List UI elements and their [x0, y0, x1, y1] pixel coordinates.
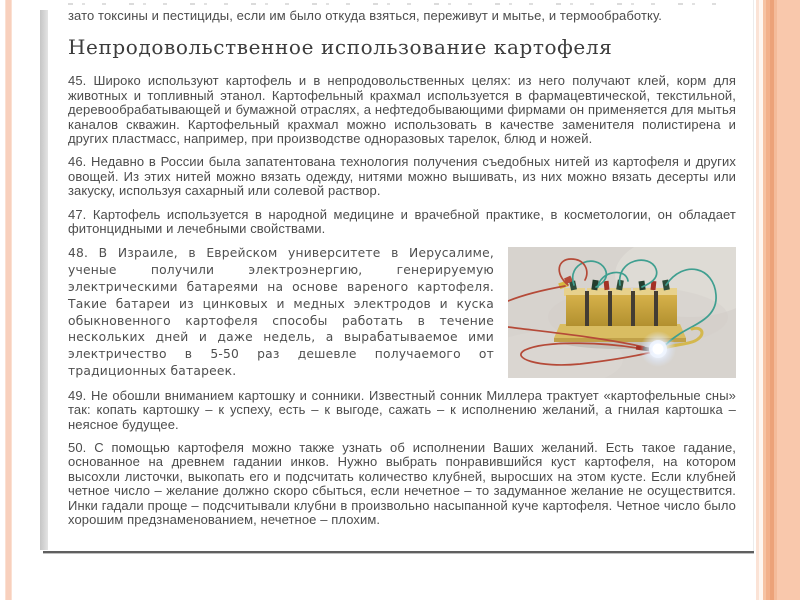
- right-accent-border: [754, 0, 800, 600]
- document-content: [68, 0, 736, 537]
- paragraph-47: 47. Картофель используется в народной медицине и врачебной практике, в косметологии, он обладает фитонцидными и лечебными свойствами.: [68, 206, 736, 237]
- paragraph-remnant: зато токсины и пестициды, если им было откуда взяться, переживут и мытье, и термообработку.: [68, 8, 662, 23]
- potato-battery-figure: [508, 247, 736, 378]
- page-bottom-rule: [43, 551, 754, 553]
- paragraph-50: 50. С помощью картофеля можно также узнать об исполнении Ваших желаний. Есть такое гадание, основанное на древнем гадании инков. Нужно выбрать понравившийся куст картофеля, на котором высохли листочки, выкопать его и подсчитать количество клубней, выросших на этом кусте. Если клубней четное число – желание должно скоро сбыться, если нечетное – то задуманное желание не осуществится. Инки гадали проще – подсчитывали клубни в произвольно насыпанной куче картофеля. Четное число было хорошим предзнаменованием, нечетное – плохим.: [68, 440, 736, 528]
- document-page: [40, 0, 754, 553]
- potato-battery-photo: [508, 247, 736, 378]
- clipped-text-remnant: [68, 0, 736, 6]
- paragraph-46: 46. Недавно в России была запатентована технология получения съедобных нитей из картофеля и других овощей. Из этих нитей можно вязать одежду, нитями можно вышивать, из них можно вязать десерты или закуску, используя сахарный или солевой раствор.: [68, 154, 736, 199]
- wrap-block: [68, 245, 736, 441]
- paragraph-49: 49. Не обошли вниманием картошку и сонники. Известный сонник Миллера трактует «картофельные сны» так: копать картошку – к успеху, есть – к выгоде, сажать – к исполнению желаний, а гнилая картошка – неясное будущее.: [68, 387, 736, 432]
- page-left-edge: [40, 10, 48, 550]
- paragraph-45: 45. Широко используют картофель и в непродовольственных целях: из него получают клей, корм для животных и топливный этанол. Картофельный крахмал используется в фармацевтической, текстильной, деревообрабатывающей и бумажной отраслях, а нефтедобывающими фирмами он применяется для мытья каналов скважин. Картофельный крахмал можно использовать в качестве заменителя полистирена и других пластмасс, например, при производстве одноразовых тарелок, блюд и ножей.: [68, 73, 736, 147]
- section-heading: Непродовольственное использование картофеля: [68, 35, 613, 60]
- paragraph-48: 48. В Израиле, в Еврейском университете в Иерусалиме, ученые получили электроэнергию, генерируемую электрическими батареями на основе вареного картофеля. Такие батареи из цинковых и медных электродов и куска обыкновенного картофеля способы работать в течение нескольких дней и даже недель, а вырабатываемое ими электричество в 5-50 раз дешевле получаемого от традиционных батареек.: [68, 246, 494, 379]
- left-accent-stripe: [5, 0, 12, 600]
